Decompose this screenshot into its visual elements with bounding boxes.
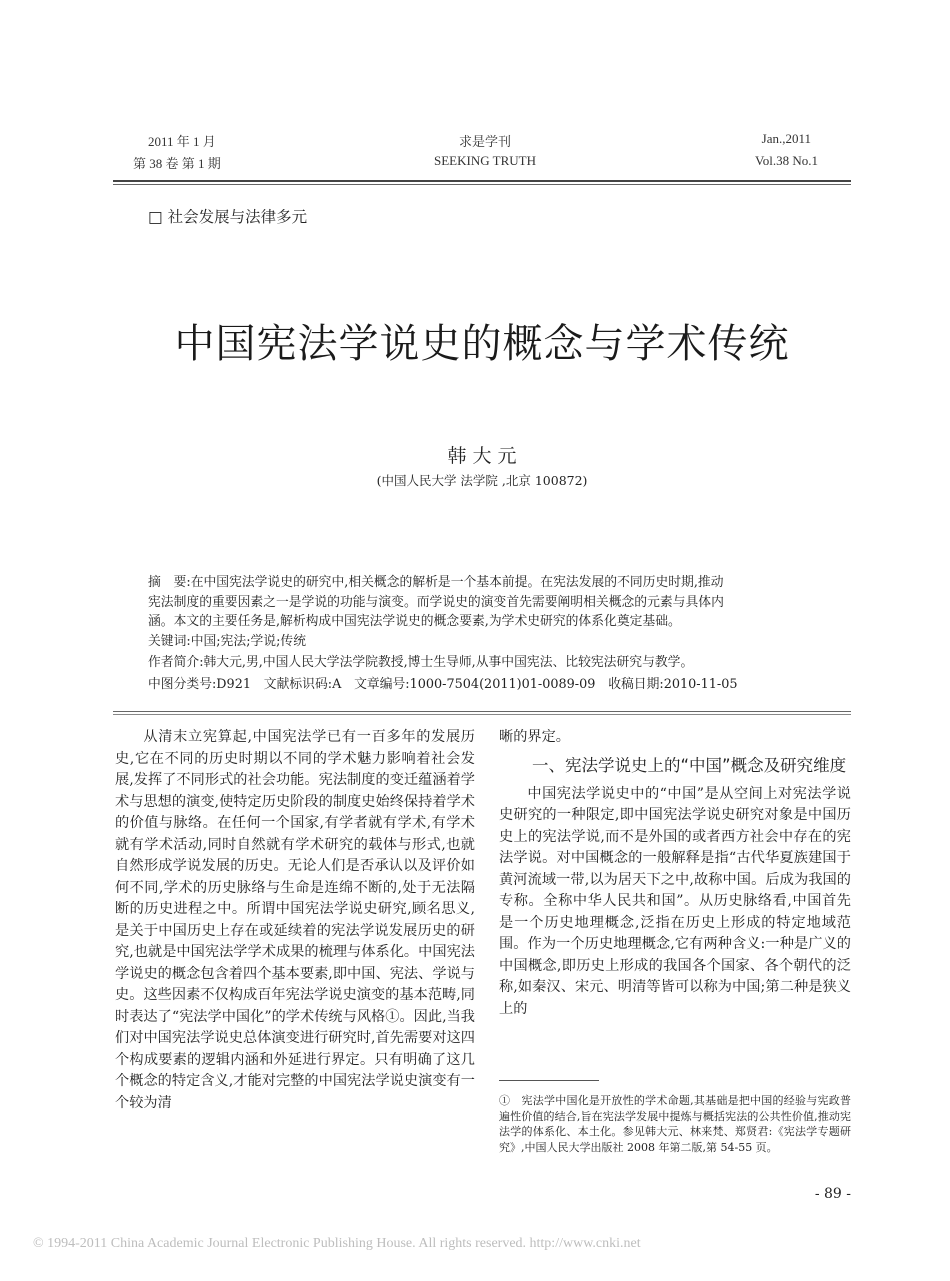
page-number: - 89 -	[814, 1186, 851, 1202]
header-rule-thin	[113, 184, 851, 185]
abstract-rule-thin	[113, 714, 851, 715]
keywords: 关键词:中国;宪法;学说;传统	[148, 633, 307, 649]
header-date-en: Jan.,2011	[761, 131, 811, 146]
right-column	[499, 727, 851, 1020]
body-paragraph: 中国宪法学说史中的“中国”是从空间上对宪法学说史研究的一种限定,即中国宪法学说史研究对象是中国历史上的宪法学说,而不是外国的或者西方社会中存在的宪法学说。对中国概念的一般解释是指“古代华夏族建国于黄河流域一带,以为居天下之中,故称中国。后成为我国的专称。全称中华人民共和国”。从历史脉络看,中国首先是一个历史地理概念,泛指在历史上形成的特定地域范围。作为一个历史地理概念,它有两种含义:一种是广义的中国概念,即历史上形成的我国各个国家、各个朝代的泛称,如秦汉、宋元、明清等皆可以称为中国;第二种是狭义上的	[499, 785, 851, 1017]
abstract-line: 摘 要:在中国宪法学说史的研究中,相关概念的解析是一个基本前提。在宪法发展的不同历史时期,推动	[148, 575, 724, 590]
footnote-rule	[499, 1080, 599, 1081]
footnote: ① 宪法学中国化是开放性的学术命题,其基础是把中国的经验与宪政普遍性价值的结合,旨在宪法学发展中提炼与概括宪法的公共性价值,推动宪法学的体系化、本土化。参见韩大元、林来梵、郑贤君:《宪法学专题研究》,中国人民大学出版社 2008 年第二版,第 54-55 页。	[499, 1094, 851, 1154]
header-volume-en: Vol.38 No.1	[755, 153, 818, 168]
journal-name-en: SEEKING TRUTH	[434, 153, 536, 168]
section-heading: 一、宪法学说史上的“中国”概念及研究维度	[532, 755, 847, 775]
copyright-notice: © 1994-2011 China Academic Journal Electronic Publishing House. All rights reserved. http://www.cnki.net	[33, 1236, 641, 1251]
left-column	[115, 727, 475, 1114]
header-date-cn: 2011 年 1 月	[148, 134, 216, 149]
header-rule	[113, 180, 851, 182]
author-affiliation: (中国人民大学 法学院 ,北京 100872)	[376, 473, 588, 488]
author-bio: 作者简介:韩大元,男,中国人民大学法学院教授,博士生导师,从事中国宪法、比较宪法研究与教学。	[148, 655, 694, 670]
abstract-rule	[113, 711, 851, 712]
body-paragraph: 从清末立宪算起,中国宪法学已有一百多年的发展历史,它在不同的历史时期以不同的学术魅力影响着社会发展,发挥了不同形式的社会功能。宪法制度的变迁蕴涵着学术与思想的演变,使特定历史阶段的制度史始终保持着学术的价值与脉络。在任何一个国家,有学者就有学术,有学术就有学术活动,同时自然就有学术研究的载体与形式,也就自然形成学说发展的历史。无论人们是否承认以及评价如何不同,学术的历史脉络与生命是连绵不断的,处于无法隔断的历史进程之中。所谓中国宪法学说史研究,顾名思义,是关于中国历史上存在或延续着的宪法学说发展历史的研究,也就是中国宪法学学术成果的梳理与体系化。中国宪法学说史的概念包含着四个基本要素,即中国、宪法、学说与史。这些因素不仅构成百年宪法学说史演变的基本范畴,同时表达了“宪法学中国化”的学术传统与风格①。因此,当我们对中国宪法学说史总体演变进行研究时,首先需要对这四个构成要素的逻辑内涵和外延进行界定。只有明确了这几个概念的特定含义,才能对完整的中国宪法学说史演变有一个较为清	[115, 729, 475, 1111]
section-tag: □ 社会发展与法律多元	[148, 208, 308, 226]
body-continuation: 晰的界定。	[499, 729, 570, 745]
header-volume-cn: 第 38 卷 第 1 期	[133, 156, 221, 171]
journal-name-cn: 求是学刊	[458, 134, 511, 149]
abstract-line: 涵。本文的主要任务是,解析构成中国宪法学说史的概念要素,为学术史研究的体系化奠定基础。	[148, 614, 681, 629]
page-title: 中国宪法学说史的概念与学术传统	[174, 321, 790, 367]
author-name: 韩 大 元	[447, 445, 517, 467]
abstract-line: 宪法制度的重要因素之一是学说的功能与演变。而学说史的演变首先需要阐明相关概念的元素与具体内	[148, 594, 724, 610]
classification-info: 中图分类号:D921 文献标识码:A 文章编号:1000-7504(2011)01-0089-09 收稿日期:2010-11-05	[148, 676, 738, 692]
abstract-block	[148, 573, 810, 694]
